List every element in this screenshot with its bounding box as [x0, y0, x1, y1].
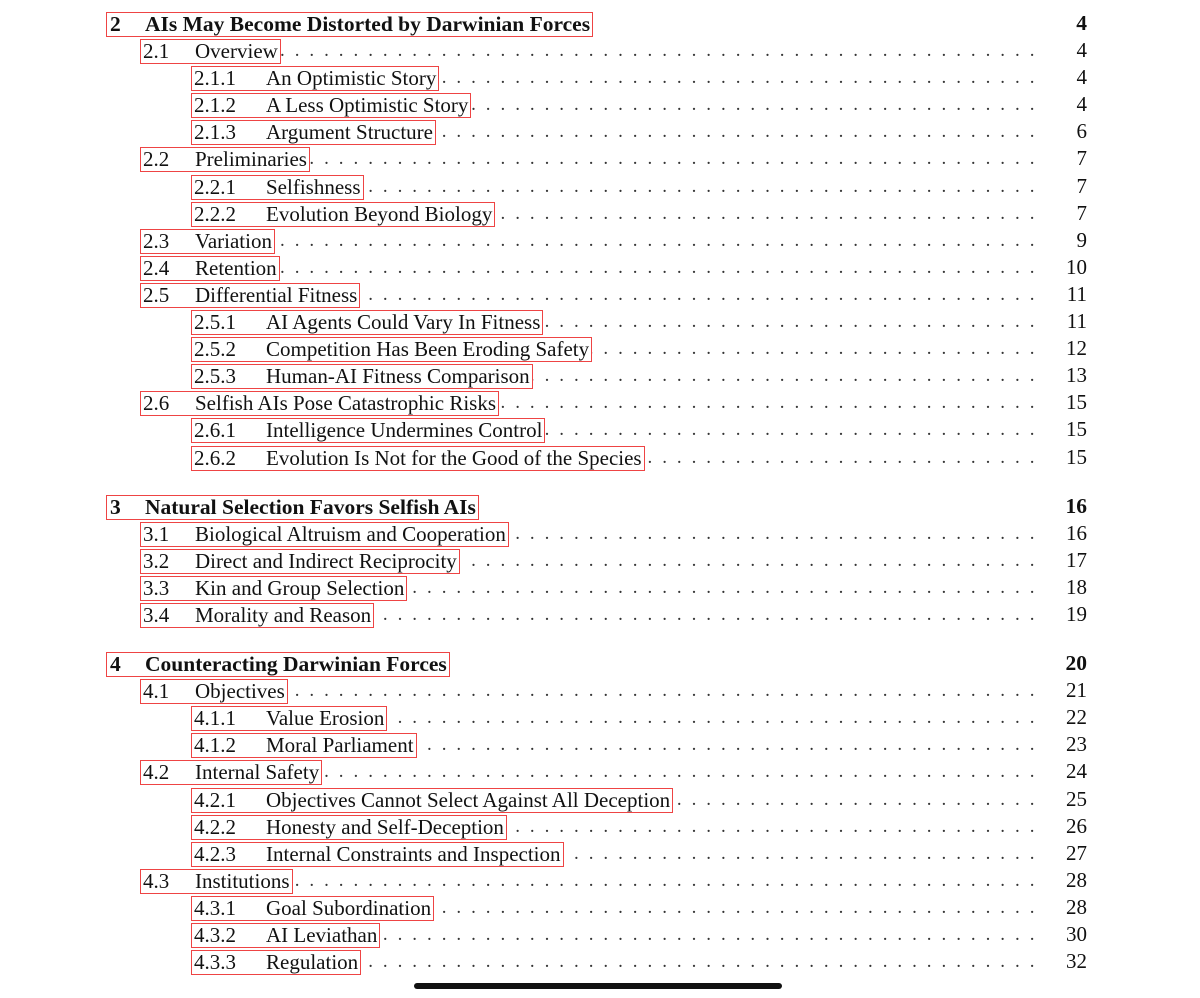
toc-entry-page-number[interactable]: 4 [1076, 11, 1087, 35]
toc-entry-number: 4.3.1 [194, 895, 236, 920]
toc-entry-number: 4.2.2 [194, 814, 236, 839]
toc-entry-page-number[interactable]: 18 [1066, 574, 1087, 599]
toc-chapter-link[interactable] [106, 652, 450, 677]
toc-entry-number: 2.1 [143, 39, 170, 64]
toc-entry-title: Morality and Reason [195, 602, 372, 627]
toc-entry-number: 3.4 [143, 602, 170, 627]
toc-entry-title: Selfishness [266, 174, 361, 199]
toc-section-row [0, 758, 1200, 785]
toc-section-row [0, 254, 1200, 281]
toc-entry-number: 4.2.1 [194, 787, 236, 812]
toc-entry-title: Objectives Cannot Select Against All Deception [266, 787, 671, 812]
toc-entry-title: Internal Safety [195, 760, 320, 785]
toc-entry-page-number[interactable]: 22 [1066, 705, 1087, 730]
toc-section-link[interactable] [140, 147, 310, 172]
toc-subsection-row [0, 704, 1200, 731]
toc-entry-number: 2.5 [143, 282, 170, 307]
toc-entry-number: 2.1.3 [194, 120, 236, 145]
dot-leader [280, 948, 1040, 975]
toc-entry-number: 2.4 [143, 255, 170, 280]
toc-entry-page-number[interactable]: 23 [1066, 732, 1087, 757]
dot-leader [280, 758, 1040, 785]
toc-subsection-link[interactable] [191, 93, 471, 118]
dot-leader [280, 145, 1040, 172]
toc-subsection-link[interactable] [191, 842, 564, 867]
toc-entry-title: Counteracting Darwinian Forces [145, 652, 447, 677]
toc-entry-title: Goal Subordination [266, 895, 432, 920]
toc-entry-page-number[interactable]: 11 [1066, 309, 1087, 334]
toc-entry-number: 2.2.2 [194, 201, 236, 226]
toc-entry-page-number[interactable]: 16 [1065, 493, 1087, 518]
toc-entry-title: Moral Parliament [266, 733, 414, 758]
toc-section-link[interactable] [140, 283, 360, 308]
toc-entry-page-number[interactable]: 32 [1066, 949, 1087, 974]
toc-subsection-row [0, 921, 1200, 948]
toc-entry-page-number[interactable]: 13 [1066, 363, 1087, 388]
toc-entry-page-number[interactable]: 9 [1076, 227, 1087, 252]
toc-entry-page-number[interactable]: 4 [1076, 92, 1087, 117]
toc-entry-page-number[interactable]: 15 [1066, 417, 1087, 442]
toc-section-row [0, 227, 1200, 254]
toc-section-link[interactable] [140, 39, 281, 64]
toc-entry-title: Direct and Indirect Reciprocity [195, 548, 457, 573]
toc-entry-number: 2.1.1 [194, 66, 236, 91]
dot-leader [280, 173, 1040, 200]
toc-entry-title: Biological Altruism and Cooperation [195, 521, 506, 546]
toc-subsection-row [0, 948, 1200, 975]
toc-entry-number: 2.1.2 [194, 93, 236, 118]
toc-subsection-row [0, 416, 1200, 443]
toc-entry-page-number[interactable]: 4 [1076, 38, 1087, 63]
toc-subsection-row [0, 786, 1200, 813]
toc-section-row [0, 574, 1200, 601]
toc-entry-page-number[interactable]: 28 [1066, 894, 1087, 919]
toc-entry-page-number[interactable]: 7 [1076, 146, 1087, 171]
toc-entry-page-number[interactable]: 6 [1076, 119, 1087, 144]
toc-section-link[interactable] [140, 256, 280, 281]
toc-entry-title: AIs May Become Distorted by Darwinian Forces [145, 12, 591, 36]
toc-entry-page-number[interactable]: 27 [1066, 840, 1087, 865]
toc-entry-page-number[interactable]: 12 [1066, 336, 1087, 361]
toc-entry-page-number[interactable]: 21 [1066, 678, 1087, 703]
toc-entry-number: 3.1 [143, 521, 170, 546]
toc-subsection-row [0, 64, 1200, 91]
toc-subsection-link[interactable] [191, 418, 545, 443]
toc-entry-number: 2.5.2 [194, 337, 236, 362]
toc-entry-number: 3.2 [143, 548, 170, 573]
toc-subsection-row [0, 308, 1200, 335]
toc-chapter-row [0, 493, 1200, 520]
dot-leader [280, 227, 1040, 254]
toc-subsection-link[interactable] [191, 202, 495, 227]
toc-section-link[interactable] [140, 679, 288, 704]
toc-entry-number: 4.2.3 [194, 841, 236, 866]
dot-leader [280, 921, 1040, 948]
toc-section-row [0, 677, 1200, 704]
toc-section-row [0, 601, 1200, 628]
toc-section-row [0, 520, 1200, 547]
toc-entry-number: 2.6 [143, 391, 170, 416]
toc-entry-title: Institutions [195, 868, 290, 893]
toc-entry-number: 4 [110, 652, 121, 677]
toc-entry-number: 4.1.2 [194, 733, 236, 758]
table-of-contents [0, 10, 1200, 975]
toc-entry-page-number[interactable]: 11 [1066, 281, 1087, 306]
toc-entry-number: 2.2.1 [194, 174, 236, 199]
toc-chapter-link[interactable] [106, 12, 593, 37]
toc-entry-number: 4.3.3 [194, 950, 236, 975]
toc-subsection-link[interactable] [191, 66, 439, 91]
toc-entry-title: Objectives [195, 679, 285, 704]
dot-leader [280, 677, 1040, 704]
toc-entry-number: 2.2 [143, 147, 170, 172]
toc-subsection-row [0, 200, 1200, 227]
toc-subsection-link[interactable] [191, 446, 645, 471]
toc-subsection-row [0, 118, 1200, 145]
toc-entry-page-number[interactable]: 10 [1066, 254, 1087, 279]
toc-entry-number: 2.6.1 [194, 418, 236, 443]
toc-subsection-link[interactable] [191, 788, 673, 813]
toc-section-row [0, 389, 1200, 416]
toc-subsection-row [0, 840, 1200, 867]
toc-entry-title: Human-AI Fitness Comparison [266, 364, 530, 389]
toc-chapter-row [0, 650, 1200, 677]
dot-leader [280, 281, 1040, 308]
dot-leader [280, 867, 1040, 894]
toc-entry-title: An Optimistic Story [266, 66, 437, 91]
toc-entry-page-number[interactable]: 19 [1066, 601, 1087, 626]
home-indicator-bar[interactable] [414, 983, 782, 989]
toc-subsection-row [0, 894, 1200, 921]
toc-subsection-link[interactable] [191, 815, 507, 840]
toc-entry-page-number[interactable]: 17 [1066, 547, 1087, 572]
toc-subsection-link[interactable] [191, 364, 533, 389]
toc-entry-title: Intelligence Undermines Control [266, 418, 543, 443]
toc-entry-page-number[interactable]: 20 [1065, 651, 1087, 676]
toc-section-link[interactable] [140, 603, 374, 628]
toc-section-row [0, 37, 1200, 64]
toc-section-row [0, 547, 1200, 574]
toc-subsection-link[interactable] [191, 896, 434, 921]
toc-entry-number: 2.3 [143, 228, 170, 253]
toc-section-link[interactable] [140, 549, 460, 574]
toc-entry-page-number[interactable]: 4 [1076, 65, 1087, 90]
dot-leader [280, 704, 1040, 731]
toc-chapter-row [0, 10, 1200, 37]
toc-entry-title: Regulation [266, 950, 359, 975]
toc-entry-number: 3.3 [143, 575, 170, 600]
toc-subsection-row [0, 731, 1200, 758]
toc-section-row [0, 867, 1200, 894]
toc-entry-number: 3 [110, 494, 121, 519]
toc-subsection-link[interactable] [191, 733, 417, 758]
toc-subsection-link[interactable] [191, 706, 387, 731]
toc-entry-number: 4.2 [143, 760, 170, 785]
toc-entry-page-number[interactable]: 15 [1066, 390, 1087, 415]
toc-entry-title: Kin and Group Selection [195, 575, 405, 600]
toc-entry-title: Competition Has Been Eroding Safety [266, 337, 590, 362]
toc-entry-number: 4.3 [143, 868, 170, 893]
toc-entry-title: Differential Fitness [195, 282, 358, 307]
toc-entry-page-number[interactable]: 24 [1066, 759, 1087, 784]
dot-leader [280, 601, 1040, 628]
toc-entry-page-number[interactable]: 7 [1076, 173, 1087, 198]
toc-entry-title: Evolution Is Not for the Good of the Species [266, 445, 642, 470]
toc-entry-number: 2.6.2 [194, 445, 236, 470]
toc-entry-page-number[interactable]: 7 [1076, 200, 1087, 225]
toc-entry-title: Value Erosion [266, 706, 385, 731]
toc-section-row [0, 281, 1200, 308]
toc-entry-number: 2.5.1 [194, 310, 236, 335]
toc-entry-title: Variation [195, 228, 272, 253]
toc-subsection-row [0, 444, 1200, 471]
toc-entry-page-number[interactable]: 16 [1066, 520, 1087, 545]
toc-subsection-row [0, 173, 1200, 200]
toc-subsection-link[interactable] [191, 950, 361, 975]
dot-leader [280, 37, 1040, 64]
toc-subsection-link[interactable] [191, 923, 380, 948]
toc-entry-title: Argument Structure [266, 120, 433, 145]
toc-section-link[interactable] [140, 229, 275, 254]
toc-entry-title: Evolution Beyond Biology [266, 201, 493, 226]
toc-subsection-link[interactable] [191, 337, 592, 362]
toc-subsection-link[interactable] [191, 310, 543, 335]
toc-entry-number: 2 [110, 12, 121, 36]
toc-section-link[interactable] [140, 760, 322, 785]
toc-entry-page-number[interactable]: 30 [1066, 922, 1087, 946]
toc-subsection-row [0, 813, 1200, 840]
toc-entry-title: AI Leviathan [266, 923, 378, 947]
toc-section-row [0, 145, 1200, 172]
toc-entry-page-number[interactable]: 15 [1066, 444, 1087, 469]
toc-entry-number: 4.1.1 [194, 706, 236, 731]
toc-entry-page-number[interactable]: 28 [1066, 867, 1087, 892]
toc-chapter-link[interactable] [106, 495, 479, 520]
toc-subsection-row [0, 91, 1200, 118]
toc-entry-title: Retention [195, 255, 277, 280]
toc-entry-page-number[interactable]: 26 [1066, 813, 1087, 838]
toc-entry-title: A Less Optimistic Story [266, 93, 469, 118]
toc-entry-title: Selfish AIs Pose Catastrophic Risks [195, 391, 497, 416]
toc-subsection-row [0, 362, 1200, 389]
toc-subsection-row [0, 335, 1200, 362]
toc-entry-number: 4.1 [143, 679, 170, 704]
toc-entry-title: Natural Selection Favors Selfish AIs [145, 494, 476, 519]
toc-subsection-link[interactable] [191, 120, 436, 145]
toc-section-link[interactable] [140, 869, 293, 894]
toc-entry-title: AI Agents Could Vary In Fitness [266, 310, 541, 335]
dot-leader [280, 254, 1040, 281]
toc-section-link[interactable] [140, 522, 509, 547]
toc-entry-title: Preliminaries [195, 147, 307, 172]
toc-subsection-link[interactable] [191, 175, 364, 200]
toc-entry-number: 4.3.2 [194, 923, 236, 947]
toc-entry-title: Internal Constraints and Inspection [266, 841, 561, 866]
toc-section-link[interactable] [140, 576, 407, 601]
toc-entry-title: Honesty and Self-Deception [266, 814, 504, 839]
toc-entry-page-number[interactable]: 25 [1066, 786, 1087, 811]
toc-section-link[interactable] [140, 391, 499, 416]
toc-entry-number: 2.5.3 [194, 364, 236, 389]
toc-entry-title: Overview [195, 39, 278, 64]
